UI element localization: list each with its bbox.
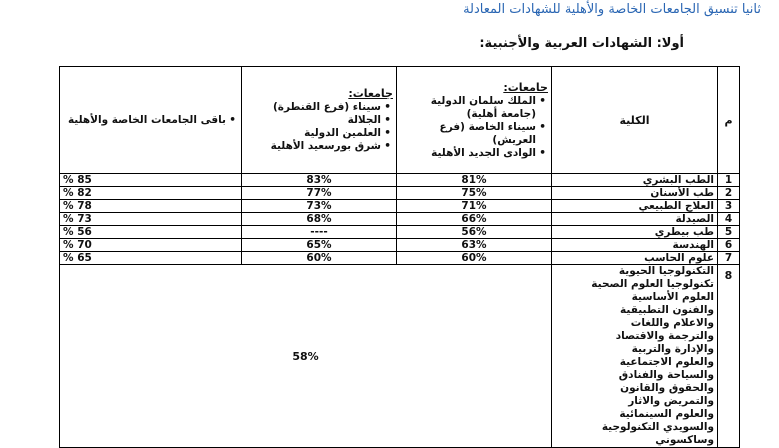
group1-value: 60% bbox=[397, 252, 552, 265]
group1-value: 66% bbox=[397, 213, 552, 226]
group2-item: • سيناء (فرع القنطرة) bbox=[245, 101, 381, 114]
group2-value: 60% bbox=[242, 252, 397, 265]
row-num: 2 bbox=[718, 187, 740, 200]
header-group1 bbox=[397, 67, 552, 174]
group1-item: • سيناء الخاصة (فرع العريش) bbox=[400, 121, 536, 147]
admissions-table bbox=[59, 66, 740, 448]
group3-value: 82 % bbox=[60, 187, 242, 200]
group1-item: • الملك سلمان الدولية (جامعة أهلية) bbox=[400, 95, 536, 121]
header-group3 bbox=[60, 67, 242, 174]
group2-value: 65% bbox=[242, 239, 397, 252]
faculty-name: الصيدلة bbox=[552, 213, 718, 226]
group1-title: جامعات: bbox=[503, 80, 548, 94]
table-row bbox=[60, 200, 740, 213]
group2-item: • شرق بورسعيد الأهلية bbox=[245, 140, 381, 153]
faculty-list-item: تكنولوجيا العلوم الصحية bbox=[591, 278, 714, 290]
header-group2 bbox=[242, 67, 397, 174]
group2-value: 73% bbox=[242, 200, 397, 213]
faculty-list-item: والسويدي التكنولوجية bbox=[601, 421, 714, 433]
group2-item: • الجلالة bbox=[245, 114, 381, 127]
header-faculty: الكلية bbox=[552, 67, 718, 174]
faculty-name: علوم الحاسب bbox=[552, 252, 718, 265]
row-num: 3 bbox=[718, 200, 740, 213]
faculty-list-item: والعلوم الاجتماعية bbox=[619, 356, 714, 368]
group3-value: 73 % bbox=[60, 213, 242, 226]
faculty-list-cell bbox=[552, 265, 718, 448]
table-row bbox=[60, 213, 740, 226]
faculty-list-item: والاعلام واللغات bbox=[630, 317, 714, 329]
section-subtitle: أولا: الشهادات العربية والأجنبية: bbox=[479, 36, 684, 51]
row-num: 5 bbox=[718, 226, 740, 239]
merged-value-cell: 58% bbox=[60, 265, 552, 448]
group2-value: 83% bbox=[242, 174, 397, 187]
faculty-list-item: والتمريض والاثار bbox=[628, 395, 714, 407]
row-num: 8 bbox=[718, 265, 740, 448]
row-num: 7 bbox=[718, 252, 740, 265]
faculty-name: العلاج الطبيعي bbox=[552, 200, 718, 213]
faculty-list-item: العلوم الأساسية bbox=[631, 291, 714, 303]
group1-value: 81% bbox=[397, 174, 552, 187]
table-row bbox=[60, 226, 740, 239]
table-row bbox=[60, 174, 740, 187]
group1-value: 56% bbox=[397, 226, 552, 239]
faculty-list-item: والسياحة والفنادق bbox=[618, 369, 714, 381]
faculty-list-item: التكنولوجيا الحيوية bbox=[618, 265, 714, 277]
page-title: ثانيا تنسيق الجامعات الخاصة والأهلية للشهادات المعادلة bbox=[463, 2, 761, 17]
table-row-last bbox=[60, 265, 740, 448]
group3-value: 70 % bbox=[60, 239, 242, 252]
faculty-list-item: والفنون التطبيقية bbox=[620, 304, 714, 316]
row-num: 6 bbox=[718, 239, 740, 252]
group3-value: 65 % bbox=[60, 252, 242, 265]
group3-item: • باقى الجامعات الخاصة والأهلية bbox=[63, 114, 226, 127]
faculty-list-item: وساكسوني bbox=[655, 434, 714, 446]
group1-item: • الوادى الجديد الأهلية bbox=[400, 147, 536, 160]
faculty-list-item: والترجمة والاقتصاد bbox=[615, 330, 714, 342]
group2-item: • العلمين الدولية bbox=[245, 127, 381, 140]
group2-value: ---- bbox=[242, 226, 397, 239]
faculty-list-item: والعلوم السينمائية bbox=[619, 408, 714, 420]
group2-value: 77% bbox=[242, 187, 397, 200]
faculty-name: طب بيطري bbox=[552, 226, 718, 239]
faculty-list-item: والحقوق والقانون bbox=[620, 382, 714, 394]
group1-value: 63% bbox=[397, 239, 552, 252]
faculty-name: الهندسة bbox=[552, 239, 718, 252]
group2-title: جامعات: bbox=[348, 87, 393, 100]
row-num: 4 bbox=[718, 213, 740, 226]
faculty-name: الطب البشري bbox=[552, 174, 718, 187]
faculty-name: طب الأسنان bbox=[552, 187, 718, 200]
group3-value: 78 % bbox=[60, 200, 242, 213]
row-num: 1 bbox=[718, 174, 740, 187]
group1-value: 75% bbox=[397, 187, 552, 200]
table-row bbox=[60, 252, 740, 265]
faculty-list-item: والإدارة والتربية bbox=[631, 343, 714, 355]
group1-value: 71% bbox=[397, 200, 552, 213]
table-header-row bbox=[60, 67, 740, 174]
table-row bbox=[60, 187, 740, 200]
group3-value: 56 % bbox=[60, 226, 242, 239]
faculty-list bbox=[555, 265, 714, 447]
group2-value: 68% bbox=[242, 213, 397, 226]
group3-value: 85 % bbox=[60, 174, 242, 187]
header-num: م bbox=[718, 67, 740, 174]
table-row bbox=[60, 239, 740, 252]
